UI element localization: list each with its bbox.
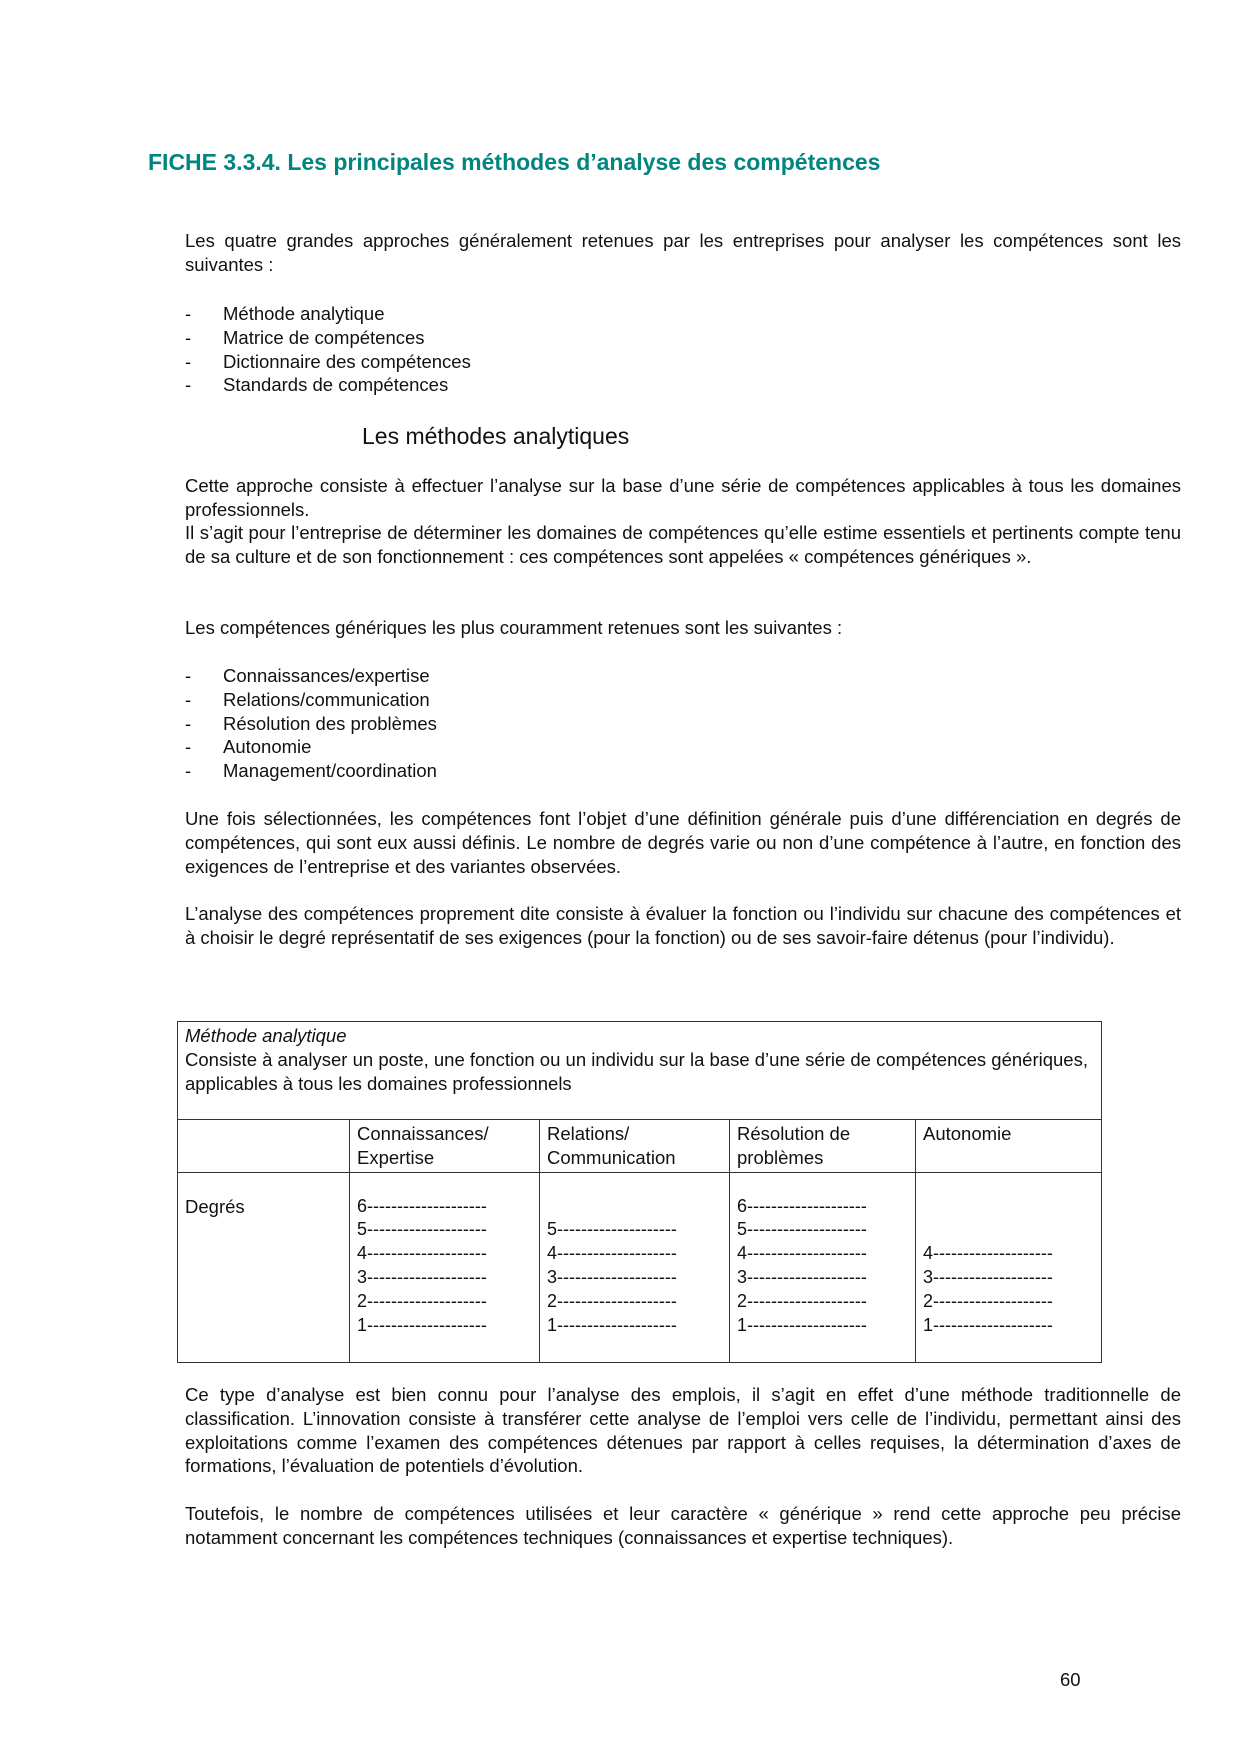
paragraph: Cette approche consiste à effectuer l’analyse sur la base d’une série de compétences applicables à tous les domaines professionnels. bbox=[185, 475, 1181, 520]
analytic-method-table bbox=[177, 1021, 1102, 1363]
section-heading: Les méthodes analytiques bbox=[362, 423, 630, 449]
list-item: - Résolution des problèmes bbox=[185, 712, 1085, 736]
paragraph: Toutefois, le nombre de compétences utilisées et leur caractère « générique » rend cette approche peu précise notamment concernant les compétences techniques (connaissances et expertise techniques). bbox=[185, 1503, 1181, 1548]
paragraph: L’analyse des compétences proprement dite consiste à évaluer la fonction ou l’individu sur chacune des compétences et à choisir le degré représentatif de ses exigences (pour la fonction) ou de ses savoir-faire détenus (pour l’individu). bbox=[185, 903, 1181, 948]
intro-paragraph: Les quatre grandes approches généralement retenues par les entreprises pour analyser les compétences sont les suivantes : bbox=[185, 230, 1181, 275]
table-caption bbox=[178, 1022, 1102, 1120]
list-item: - Matrice de compétences bbox=[185, 326, 1085, 350]
row-label: Degrés bbox=[178, 1172, 350, 1362]
list-item: - Management/coordination bbox=[185, 759, 1085, 783]
list-item: - Relations/communication bbox=[185, 688, 1085, 712]
list-item: - Standards de compétences bbox=[185, 373, 1085, 397]
degree-scale: 6-------------------- 5-------------------- 4-------------------- 3-------------------- 2-------------------- 1-------------------- bbox=[350, 1172, 540, 1362]
degree-scale: 4-------------------- 3-------------------- 2-------------------- 1-------------------- bbox=[916, 1172, 1102, 1362]
paragraph: Ce type d’analyse est bien connu pour l’analyse des emplois, il s’agit en effet d’une méthode traditionnelle de classification. L’innovation consiste à transférer cette analyse de l’emploi vers celle de l’individu, permettant ainsi des exploitations comme l’examen des compétences détenues par rapport à celles requises, la détermination d’axes de formations, l’évaluation de potentiels d’évolution. bbox=[185, 1384, 1181, 1477]
caption-title: Méthode analytique bbox=[185, 1025, 347, 1046]
column-header: Connaissances/ Expertise bbox=[350, 1120, 540, 1173]
column-header: Résolution de problèmes bbox=[730, 1120, 916, 1173]
list-item: - Connaissances/expertise bbox=[185, 664, 1085, 688]
page-number: 60 bbox=[1060, 1669, 1081, 1690]
approaches-list bbox=[185, 302, 1085, 397]
list-item: - Dictionnaire des compétences bbox=[185, 350, 1085, 374]
degree-scale: 6-------------------- 5-------------------- 4-------------------- 3-------------------- 2-------------------- 1-------------------- bbox=[730, 1172, 916, 1362]
paragraph: Les compétences génériques les plus couramment retenues sont les suivantes : bbox=[185, 617, 843, 638]
list-item: - Autonomie bbox=[185, 735, 1085, 759]
column-header: Relations/ Communication bbox=[540, 1120, 730, 1173]
empty-header-cell bbox=[178, 1120, 350, 1173]
column-header: Autonomie bbox=[916, 1120, 1102, 1173]
caption-text: Consiste à analyser un poste, une fonction ou un individu sur la base d’une série de compétences génériques, applicables à tous les domaines professionnels bbox=[185, 1048, 1088, 1094]
paragraph: Une fois sélectionnées, les compétences font l’objet d’une définition générale puis d’une différenciation en degrés de compétences, qui sont eux aussi définis. Le nombre de degrés varie ou non d’une compétence à l’autre, en fonction des exigences de l’entreprise et des variantes observées. bbox=[185, 808, 1181, 877]
generic-competences-list bbox=[185, 664, 1085, 783]
degree-scale: 5-------------------- 4-------------------- 3-------------------- 2-------------------- 1-------------------- bbox=[540, 1172, 730, 1362]
paragraph: Il s’agit pour l’entreprise de déterminer les domaines de compétences qu’elle estime essentiels et pertinents compte tenu de sa culture et de son fonctionnement : ces compétences sont appelées « compétences génériques ». bbox=[185, 522, 1181, 567]
list-item: - Méthode analytique bbox=[185, 302, 1085, 326]
page-title: FICHE 3.3.4. Les principales méthodes d’analyse des compétences bbox=[148, 149, 881, 175]
